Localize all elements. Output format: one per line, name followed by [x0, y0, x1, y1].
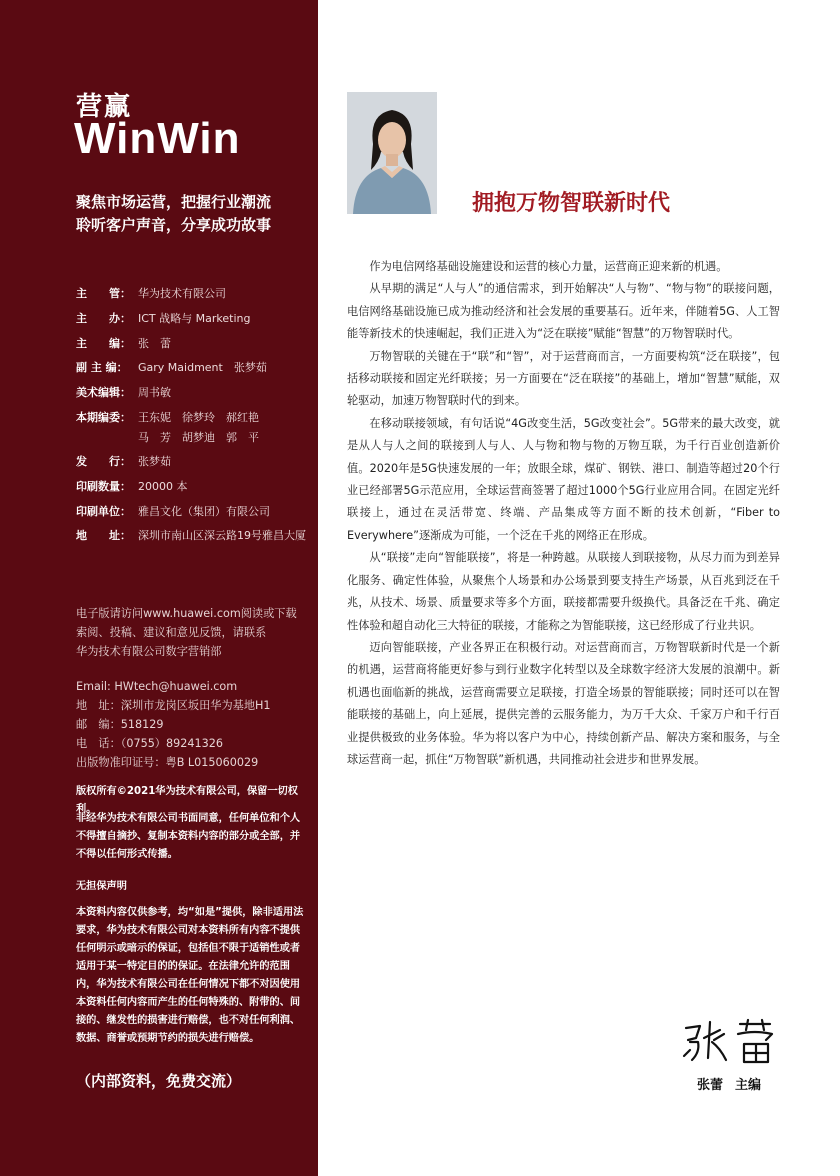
article-paragraph: 从早期的满足“人与人”的通信需求，到开始解决“人与物”、“物与物”的联接问题，电信网络基础设施已成为推动经济和社会发展的重要基石。近年来，伴随着5G、人工智能等新技术的快速崛起，我们正进入为“泛在联接”赋能“智慧”的万物智联时代。: [347, 282, 780, 341]
handwritten-signature: [680, 1016, 776, 1066]
masthead-value: 张梦茹: [138, 454, 171, 468]
masthead-row: [76, 502, 316, 527]
masthead-key: 主 办：: [76, 311, 131, 325]
masthead-value: 深圳市南山区深云路19号雅昌大厦: [138, 529, 306, 543]
slogan-line-1: 聚焦市场运营，把握行业潮流: [76, 193, 272, 211]
masthead-row: [76, 309, 316, 334]
masthead-value: 雅昌文化（集团）有限公司: [138, 504, 270, 518]
masthead-row: [76, 408, 316, 452]
sidebar: [0, 0, 318, 1176]
portrait-figure-icon: [347, 92, 437, 214]
copyright-notice: 版权所有©2021华为技术有限公司，保留一切权利。: [76, 786, 298, 815]
masthead-key: 印刷数量：: [76, 479, 131, 493]
masthead-value: 20000 本: [138, 479, 188, 493]
masthead-row: [76, 358, 316, 383]
reproduction-notice: 非经华为技术有限公司书面同意，任何单位和个人不得擅自摘抄、复制本资料内容的部分或全部，并不得以任何形式传播。: [76, 813, 301, 860]
masthead-key: 发 行：: [76, 454, 131, 468]
article-paragraph: 作为电信网络基础设施建设和运营的核心力量，运营商正迎来新的机遇。: [369, 260, 728, 273]
masthead-key: 地 址：: [76, 529, 131, 543]
signature-role: 主编: [735, 1078, 762, 1093]
masthead-value: 华为技术有限公司: [138, 287, 226, 300]
masthead-key: 副 主 编：: [76, 361, 128, 375]
masthead-value: 张 蕾: [138, 336, 171, 350]
masthead-key: 印刷单位：: [76, 504, 131, 518]
ebook-line: 电子版请访问www.huawei.com阅读或下载: [76, 607, 297, 620]
signature-name: 张蕾: [697, 1078, 724, 1093]
article-title: 拥抱万物智联新时代: [472, 191, 671, 216]
article-paragraph: 万物智联的关键在于“联”和“智”，对于运营商而言，一方面要构筑“泛在联接”，包括移动联接和固定光纤联接；另一方面要在“泛在联接”的基础上，增加“智慧”赋能，双轮驱动，加速万物智联时代的到来。: [347, 349, 780, 408]
masthead-value-line-2: 马 芳 胡梦迪 郭 平: [138, 430, 259, 444]
slogan-line-2: 聆听客户声音，分享成功故事: [76, 216, 272, 234]
disclaimer-text: 本资料内容仅供参考，均“如是”提供，除非适用法要求，华为技术有限公司对本资料所有内容不提供任何明示或暗示的保证，包括但不限于适销性或者适用于某一特定目的的保证。在法律允许的范围内，华为技术有限公司在任何情况下都不对因使用本资料任何内容而产生的任何特殊的、附带的、间接的、继发性的损害进行赔偿，也不对任何利润、数据、商誉或预期节约的损失进行赔偿。: [76, 907, 304, 1044]
article-paragraph: 在移动联接领域，有句话说“4G改变生活，5G改变社会”。5G带来的最大改变，就是从人与人之间的联接到人与人、人与物和物与物的万物互联，为千行百业创造新价值。2020年是5G快速发展的一年；放眼全球，煤矿、钢铁、港口、制造等超过20个行业已经部署5G示范应用，全球运营商签署了超过1000个5G行业应用合同。在固定光纤联接上，通过在灵活带宽、终端、产品集成等方面不断的技术创新，“Fiber to Everywhere”逐渐成为可能，一个泛在千兆的网络正在形成。: [347, 416, 780, 542]
masthead-key: 主 编：: [76, 336, 131, 350]
ebook-info: [76, 604, 297, 661]
publication-permit: 出版物准印证号：粤B L015060029: [76, 756, 259, 769]
disclaimer-title: 无担保声明: [76, 881, 127, 892]
article-body: [347, 256, 780, 771]
contact-info: [76, 677, 271, 772]
masthead-key: 主 管：: [76, 287, 131, 300]
contact-postcode: 邮 编：518129: [76, 718, 164, 731]
masthead: [76, 284, 316, 551]
editor-portrait-photo: [347, 92, 437, 214]
contact-email: Email: HWtech@huawei.com: [76, 680, 238, 693]
masthead-row: [76, 284, 316, 309]
ebook-line: 华为技术有限公司数字营销部: [76, 645, 222, 658]
masthead-value-line-1: 王东妮 徐梦玲 郝红艳: [138, 410, 259, 424]
internal-material-note: （内部资料，免费交流）: [76, 1072, 242, 1090]
masthead-value: 周书敏: [138, 386, 171, 400]
masthead-value: ICT 战略与 Marketing: [138, 311, 251, 325]
masthead-value-multiline: [138, 408, 316, 452]
masthead-row: [76, 383, 316, 408]
masthead-row: [76, 334, 316, 359]
masthead-value: Gary Maidment 张梦茹: [138, 361, 267, 375]
article-paragraph: 从“联接”走向“智能联接”，将是一种跨越。从联接人到联接物，从尽力而为到差异化服务、确定性体验，从聚焦个人场景和办公场景到要支持生产场景，从百兆到泛在千兆，从技术、场景、质量要求等多个方面，联接都需要升级换代。具备泛在千兆、确定性体验和超自动化三大特征的联接，才能称之为智能联接，这已经形成了行业共识。: [347, 551, 780, 632]
contact-address: 地 址：深圳市龙岗区坂田华为基地H1: [76, 699, 271, 712]
contact-phone: 电 话：（0755）89241326: [76, 737, 223, 750]
masthead-key: 本期编委：: [76, 410, 131, 424]
ebook-line: 索阅、投稿、建议和意见反馈，请联系: [76, 626, 267, 639]
brand-chinese-name: 营赢: [76, 92, 133, 122]
article-paragraph: 迈向智能联接，产业各界正在积极行动。对运营商而言，万物智联新时代是一个新的机遇，运营商将能更好参与到行业数字化转型以及全球数字经济大发展的浪潮中。新机遇也面临新的挑战，运营商需要立足联接，打造全场景的智能联接；同时还可以在智能联接的基础上，向上延展，提供完善的云服务能力，为万千大众、千家万户和千行百业提供极致的业务体验。华为将以客户为中心，持续创新产品、解决方案和服务，与全球运营商一起，抓住“万物智联”新机遇，共同推动社会进步和世界发展。: [347, 640, 780, 766]
masthead-row: [76, 526, 316, 551]
masthead-row: [76, 477, 316, 502]
masthead-row: [76, 452, 316, 477]
signature-caption: [697, 1074, 761, 1093]
brand-logo-winwin: WinWin: [74, 114, 241, 163]
masthead-key: 美术编辑：: [76, 386, 131, 400]
